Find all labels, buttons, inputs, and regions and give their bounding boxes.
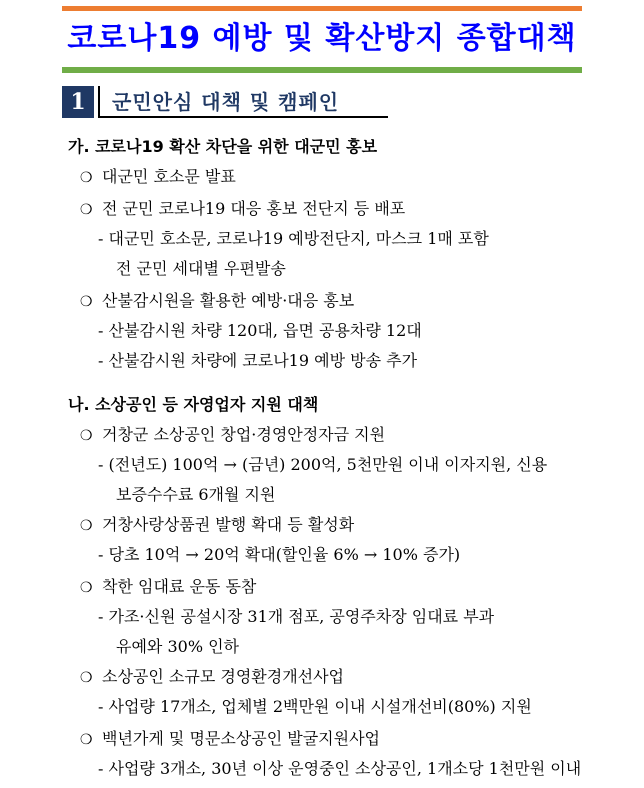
bullet-text: 소상공인 소규모 경영환경개선사업 — [102, 667, 345, 686]
detail-line: - (전년도) 100억 → (금년) 200억, 5천만원 이내 이자지원, 신용 — [98, 455, 548, 474]
detail-line: - 사업량 17개소, 업체별 2백만원 이내 시설개선비(80%) 지원 — [98, 697, 532, 716]
section-title: 군민안심 대책 및 캠페인 — [112, 90, 340, 114]
detail-line: - 당초 10억 → 20억 확대(할인율 6% → 10% 증가) — [98, 545, 461, 564]
bullet-item — [80, 666, 344, 689]
bullet-item — [80, 424, 385, 447]
bullet-circle-icon: ❍ — [80, 202, 93, 218]
bullet-circle-icon: ❍ — [80, 732, 93, 748]
section-number-box: 1 — [62, 86, 94, 118]
bullet-circle-icon: ❍ — [80, 518, 93, 534]
detail-continuation: 보증수수료 6개월 지원 — [116, 485, 276, 504]
bullet-item — [80, 576, 256, 599]
bullet-circle-icon: ❍ — [80, 294, 93, 310]
bullet-text: 백년가게 및 명문소상공인 발굴지원사업 — [102, 729, 381, 748]
bullet-item — [80, 198, 405, 221]
bullet-circle-icon: ❍ — [80, 580, 93, 596]
bullet-text: 전 군민 코로나19 대응 홍보 전단지 등 배포 — [102, 199, 406, 218]
bullet-circle-icon: ❍ — [80, 670, 93, 686]
bullet-item — [80, 728, 380, 751]
bullet-item — [80, 290, 354, 313]
detail-line: - 가조·신원 공설시장 31개 점포, 공영주차장 임대료 부과 — [98, 607, 495, 626]
subsection-heading: 나. 소상공인 등 자영업자 지원 대책 — [68, 395, 319, 414]
bullet-text: 대군민 호소문 발표 — [102, 167, 236, 186]
document-title: 코로나19 예방 및 확산방지 종합대책 — [67, 21, 577, 56]
title-block — [62, 6, 582, 73]
bullet-item — [80, 514, 354, 537]
detail-line: - 대군민 호소문, 코로나19 예방전단지, 마스크 1매 포함 — [98, 229, 489, 248]
bullet-circle-icon: ❍ — [80, 428, 93, 444]
bullet-text: 산불감시원을 활용한 예방·대응 홍보 — [102, 291, 355, 310]
bullet-text: 거창군 소상공인 창업·경영안정자금 지원 — [102, 425, 386, 444]
title-bottom-bar — [62, 67, 582, 73]
subsection-heading: 가. 코로나19 확산 차단을 위한 대군민 홍보 — [68, 137, 378, 156]
detail-continuation: 유예와 30% 인하 — [116, 637, 240, 656]
detail-line: - 사업량 3개소, 30년 이상 운영중인 소상공인, 1개소당 1천만원 이내 — [98, 759, 582, 778]
detail-line: - 산불감시원 차량에 코로나19 예방 방송 추가 — [98, 351, 418, 370]
bullet-text: 거창사랑상품권 발행 확대 등 활성화 — [102, 515, 355, 534]
bullet-text: 착한 임대료 운동 동참 — [102, 577, 257, 596]
bullet-item — [80, 166, 236, 189]
section-underline — [98, 116, 388, 118]
section-header — [62, 86, 362, 118]
bullet-circle-icon: ❍ — [80, 170, 93, 186]
section-divider — [98, 86, 100, 118]
detail-continuation: 전 군민 세대별 우편발송 — [116, 259, 286, 278]
detail-line: - 산불감시원 차량 120대, 읍면 공용차량 12대 — [98, 321, 422, 340]
